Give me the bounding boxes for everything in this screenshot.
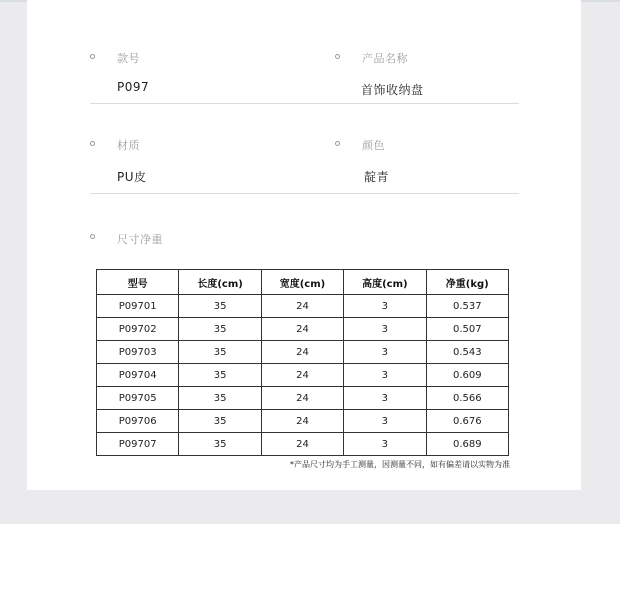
table-cell: P09707 [97, 433, 179, 456]
table-row [97, 341, 509, 364]
product-name-value: 首饰收纳盘 [361, 83, 424, 97]
table-cell: 35 [179, 387, 261, 410]
table-cell: 3 [344, 410, 426, 433]
table-cell: 0.566 [426, 387, 508, 410]
table-cell: P09701 [97, 295, 179, 318]
table-cell: 0.609 [426, 364, 508, 387]
table-cell: 3 [344, 433, 426, 456]
table-cell: 0.676 [426, 410, 508, 433]
table-cell: 0.689 [426, 433, 508, 456]
table-cell: 35 [179, 295, 261, 318]
color-label: 颜色 [362, 139, 385, 152]
table-cell: 24 [261, 341, 343, 364]
model-no-value: P097 [117, 80, 150, 94]
table-row [97, 410, 509, 433]
measurement-note: *产品尺寸均为手工测量，因测量不同，如有偏差请以实物为准 [290, 460, 510, 469]
divider [90, 193, 519, 194]
table-cell: 3 [344, 364, 426, 387]
divider [90, 103, 519, 104]
table-cell: P09703 [97, 341, 179, 364]
product-name-label: 产品名称 [362, 52, 408, 65]
table-cell: 24 [261, 387, 343, 410]
table-cell: P09704 [97, 364, 179, 387]
table-row [97, 433, 509, 456]
table-cell: 3 [344, 341, 426, 364]
table-cell: 35 [179, 410, 261, 433]
size-weight-label: 尺寸净重 [117, 233, 163, 246]
table-row [97, 387, 509, 410]
table-cell: P09705 [97, 387, 179, 410]
spec-table [96, 269, 509, 456]
column-header: 净重(kg) [426, 270, 508, 295]
table-cell: 35 [179, 433, 261, 456]
table-cell: 0.507 [426, 318, 508, 341]
bullet-icon [335, 141, 340, 146]
table-cell: 35 [179, 318, 261, 341]
table-cell: P09702 [97, 318, 179, 341]
bullet-icon [90, 141, 95, 146]
material-label: 材质 [117, 139, 140, 152]
table-cell: 24 [261, 295, 343, 318]
table-cell: 35 [179, 341, 261, 364]
table-cell: 35 [179, 364, 261, 387]
table-cell: 24 [261, 318, 343, 341]
table-cell: 24 [261, 433, 343, 456]
bullet-icon [90, 234, 95, 239]
bullet-icon [90, 54, 95, 59]
column-header: 型号 [97, 270, 179, 295]
table-cell: 24 [261, 364, 343, 387]
table-cell: 3 [344, 318, 426, 341]
bullet-icon [335, 54, 340, 59]
table-row [97, 295, 509, 318]
table-cell: 24 [261, 410, 343, 433]
table-cell: P09706 [97, 410, 179, 433]
table-header-row [97, 270, 509, 295]
model-no-label: 款号 [117, 52, 140, 65]
table-row [97, 318, 509, 341]
table-cell: 3 [344, 387, 426, 410]
table-cell: 0.537 [426, 295, 508, 318]
material-value: PU皮 [117, 170, 147, 184]
color-value: 靛青 [364, 170, 390, 184]
column-header: 高度(cm) [344, 270, 426, 295]
table-row [97, 364, 509, 387]
table-cell: 0.543 [426, 341, 508, 364]
table-cell: 3 [344, 295, 426, 318]
column-header: 长度(cm) [179, 270, 261, 295]
column-header: 宽度(cm) [261, 270, 343, 295]
